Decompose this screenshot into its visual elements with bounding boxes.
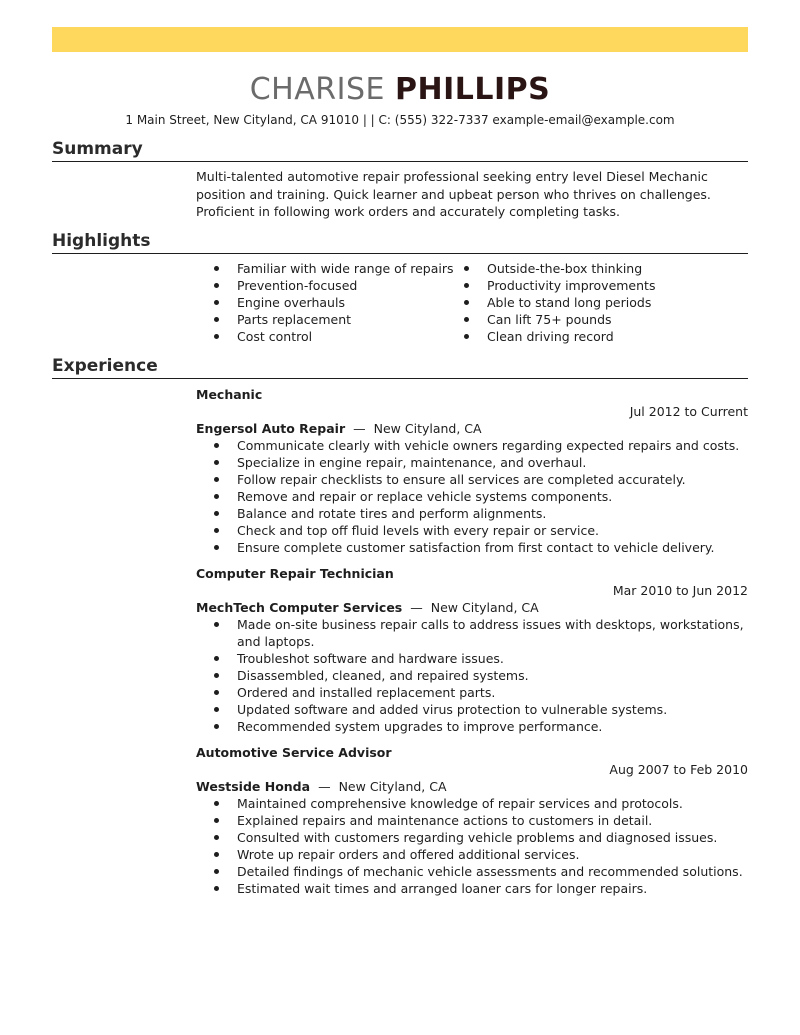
contact-line: 1 Main Street, New Cityland, CA 91010 | | C: (555) 322-7337 example-email@example.com	[125, 113, 675, 127]
list-item: Prevention-focused	[196, 277, 453, 294]
list-item: Remove and repair or replace vehicle systems components.	[196, 488, 748, 505]
list-item: Communicate clearly with vehicle owners regarding expected repairs and costs.	[196, 437, 748, 454]
last-name: PHILLIPS	[395, 72, 551, 107]
list-item: Parts replacement	[196, 311, 453, 328]
accent-bar	[52, 27, 748, 52]
dash-separator: —	[410, 600, 423, 615]
list-item: Clean driving record	[446, 328, 655, 345]
job-location: New Cityland, CA	[430, 600, 539, 615]
summary-heading: Summary	[52, 139, 143, 159]
list-item: Made on-site business repair calls to address issues with desktops, workstations, and laptops.	[196, 616, 748, 650]
job-dates: Aug 2007 to Feb 2010	[609, 762, 748, 777]
job-location: New Cityland, CA	[373, 421, 482, 436]
list-item: Outside-the-box thinking	[446, 260, 655, 277]
highlights-heading: Highlights	[52, 231, 151, 251]
list-item: Maintained comprehensive knowledge of repair services and protocols.	[196, 795, 748, 812]
list-item: Detailed findings of mechanic vehicle assessments and recommended solutions.	[196, 863, 748, 880]
job-dates: Mar 2010 to Jun 2012	[612, 583, 748, 598]
list-item: Troubleshot software and hardware issues.	[196, 650, 748, 667]
highlights-section-header	[52, 230, 748, 254]
company-name: MechTech Computer Services	[196, 600, 403, 615]
list-item: Disassembled, cleaned, and repaired systems.	[196, 667, 748, 684]
company-name: Engersol Auto Repair	[196, 421, 346, 436]
candidate-name	[0, 70, 800, 110]
list-item: Familiar with wide range of repairs	[196, 260, 453, 277]
highlights-left-column	[196, 260, 453, 345]
job-entry	[196, 744, 748, 897]
first-name: CHARISE	[249, 72, 385, 107]
summary-text: Multi-talented automotive repair professional seeking entry level Diesel Mechanic position and training. Quick learner and upbeat person who thrives on challenges. Proficient in following work orders and accurately completing tasks.	[196, 169, 711, 219]
list-item: Specialize in engine repair, maintenance, and overhaul.	[196, 454, 748, 471]
job-company-line	[196, 778, 748, 795]
list-item: Wrote up repair orders and offered additional services.	[196, 846, 748, 863]
experience-heading: Experience	[52, 356, 158, 376]
list-item: Balance and rotate tires and perform alignments.	[196, 505, 748, 522]
job-company-line	[196, 599, 748, 616]
job-bullets	[196, 795, 748, 897]
dash-separator: —	[353, 421, 366, 436]
company-name: Westside Honda	[196, 779, 311, 794]
job-company-line	[196, 420, 748, 437]
dash-separator: —	[318, 779, 331, 794]
list-item: Ensure complete customer satisfaction from first contact to vehicle delivery.	[196, 539, 748, 556]
experience-list	[196, 386, 748, 906]
list-item: Estimated wait times and arranged loaner cars for longer repairs.	[196, 880, 748, 897]
job-location: New Cityland, CA	[338, 779, 447, 794]
list-item: Cost control	[196, 328, 453, 345]
list-item: Check and top off fluid levels with every repair or service.	[196, 522, 748, 539]
list-item: Able to stand long periods	[446, 294, 655, 311]
job-title: Automotive Service Advisor	[196, 745, 392, 760]
job-bullets	[196, 437, 748, 556]
summary-section-header	[52, 138, 748, 162]
list-item: Updated software and added virus protection to vulnerable systems.	[196, 701, 748, 718]
list-item: Engine overhauls	[196, 294, 453, 311]
highlights-right-column	[446, 260, 655, 345]
job-entry	[196, 386, 748, 556]
list-item: Recommended system upgrades to improve performance.	[196, 718, 748, 735]
job-title: Mechanic	[196, 387, 263, 402]
list-item: Ordered and installed replacement parts.	[196, 684, 748, 701]
job-title: Computer Repair Technician	[196, 566, 394, 581]
list-item: Can lift 75+ pounds	[446, 311, 655, 328]
list-item: Consulted with customers regarding vehicle problems and diagnosed issues.	[196, 829, 748, 846]
job-entry	[196, 565, 748, 735]
list-item: Follow repair checklists to ensure all services are completed accurately.	[196, 471, 748, 488]
experience-section-header	[52, 355, 748, 379]
list-item: Explained repairs and maintenance actions to customers in detail.	[196, 812, 748, 829]
job-bullets	[196, 616, 748, 735]
highlights-list	[196, 260, 748, 350]
job-dates: Jul 2012 to Current	[629, 404, 748, 419]
list-item: Productivity improvements	[446, 277, 655, 294]
